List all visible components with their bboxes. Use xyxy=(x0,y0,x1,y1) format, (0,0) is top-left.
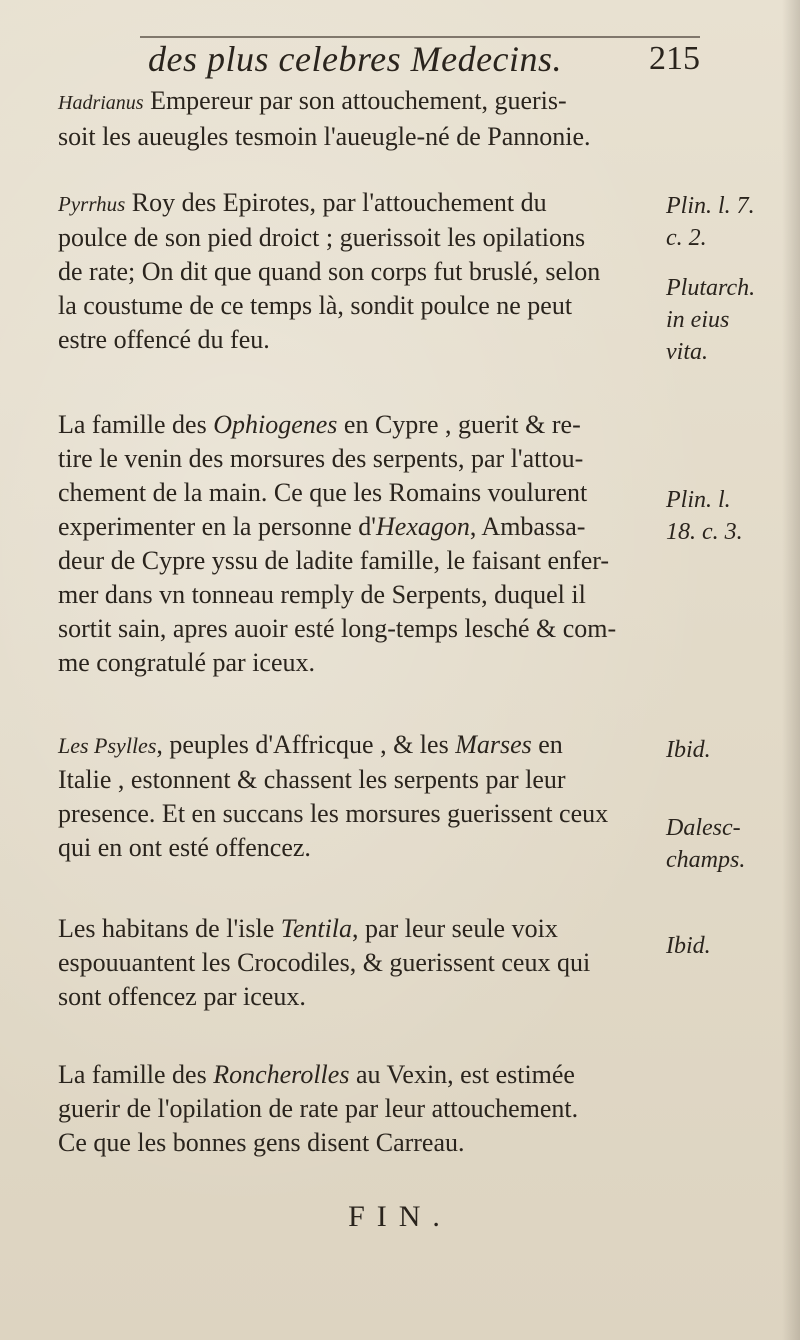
margin-note-line: 18. c. 3. xyxy=(666,519,743,545)
text-line xyxy=(58,646,668,680)
text-line xyxy=(58,442,668,476)
paragraph-roncherolles xyxy=(58,1058,668,1160)
italic-name: Roncherolles xyxy=(213,1060,350,1089)
text-line xyxy=(58,408,668,442)
line-text: la coustume de ce temps là, sondit poulce ne peut xyxy=(58,291,573,320)
line-text: sortit sain, apres auoir esté long-temps lesché & com- xyxy=(58,614,617,643)
text-line xyxy=(58,186,668,221)
text-line xyxy=(58,323,668,357)
line-text: en xyxy=(531,730,563,759)
paragraph-psylles xyxy=(58,728,668,865)
text-line xyxy=(58,476,668,510)
line-text: sont offencez par iceux. xyxy=(58,982,306,1011)
margin-note-ibid-2 xyxy=(666,930,794,962)
margin-note-line: Plin. l. 7. xyxy=(666,193,755,219)
line-text: La famille des xyxy=(58,410,214,439)
text-line xyxy=(58,1058,668,1092)
paragraph-pyrrhus xyxy=(58,186,668,357)
text-line xyxy=(58,1092,668,1126)
italic-name: Hadrianus xyxy=(58,92,144,114)
text-line xyxy=(58,120,668,154)
italic-name: Pyrrhus xyxy=(58,192,126,216)
line-text: de rate; On dit que quand son corps fut bruslé, selon xyxy=(58,257,601,286)
paragraph-ophiogenes xyxy=(58,408,668,680)
margin-note-line: vita. xyxy=(666,339,708,365)
margin-note-plutarch xyxy=(666,272,794,368)
line-text: La famille des xyxy=(58,1060,214,1089)
line-text: chement de la main. Ce que les Romains voulurent xyxy=(58,478,588,507)
text-line xyxy=(58,289,668,323)
text-line xyxy=(58,980,668,1014)
line-text: Italie , estonnent & chassent les serpents par leur xyxy=(58,765,566,794)
line-text: au Vexin, est estimée xyxy=(349,1060,575,1089)
text-line xyxy=(58,912,668,946)
line-text: soit les aueugles tesmoin l'aueugle-né de Pannonie. xyxy=(58,122,591,151)
margin-note-line: in eius xyxy=(666,307,730,333)
line-text: experimenter en la personne d' xyxy=(58,512,376,541)
italic-name: Les Psylles xyxy=(58,733,157,758)
text-line xyxy=(58,255,668,289)
line-text: mer dans vn tonneau remply de Serpents, duquel il xyxy=(58,580,586,609)
text-line xyxy=(58,831,668,865)
paragraph-hadrianus xyxy=(58,84,668,154)
line-text: Empereur par son attouchement, gueris- xyxy=(143,86,567,115)
margin-note-dalechamps xyxy=(666,812,794,876)
line-text: , peuples d'Affricque , & les xyxy=(156,730,456,759)
italic-name: Hexagon xyxy=(376,512,470,541)
text-line xyxy=(58,578,668,612)
line-text: deur de Cypre yssu de ladite famille, le faisant enfer- xyxy=(58,546,610,575)
italic-name: Ophiogenes xyxy=(213,410,338,439)
margin-note-line: Ibid. xyxy=(666,737,711,763)
line-text: Roy des Epirotes, par l'attouchement du xyxy=(125,188,547,217)
margin-note-ibid-1 xyxy=(666,734,794,766)
text-line xyxy=(58,84,668,120)
line-text: guerir de l'opilation de rate par leur attouchement. xyxy=(58,1094,579,1123)
margin-note-line: Dalesc- xyxy=(666,815,741,841)
line-text: estre offencé du feu. xyxy=(58,325,270,354)
line-text: qui en ont esté offencez. xyxy=(58,833,311,862)
line-text: , Ambassa- xyxy=(469,512,586,541)
text-line xyxy=(58,763,668,797)
text-line xyxy=(58,510,668,544)
text-line xyxy=(58,612,668,646)
line-text: en Cypre , guerit & re- xyxy=(337,410,581,439)
line-text: me congratulé par iceux. xyxy=(58,648,315,677)
line-text: poulce de son pied droict ; guerissoit les opilations xyxy=(58,223,586,252)
margin-note-plin-18 xyxy=(666,484,794,548)
text-line xyxy=(58,221,668,255)
margin-note-line: c. 2. xyxy=(666,225,707,251)
page-number: 215 xyxy=(649,40,700,77)
line-text: espouuantent les Crocodiles, & guerissent ceux qui xyxy=(58,948,591,977)
italic-name: Tentila xyxy=(280,914,353,943)
page-header xyxy=(140,36,700,86)
paragraph-tentila xyxy=(58,912,668,1014)
margin-note-line: Plutarch. xyxy=(666,275,756,301)
line-text: tire le venin des morsures des serpents, par l'attou- xyxy=(58,444,584,473)
margin-note-plin-7 xyxy=(666,190,794,254)
italic-name: Marses xyxy=(455,730,532,759)
fin-text: FIN. xyxy=(348,1200,452,1233)
margin-note-line: Plin. l. xyxy=(666,487,731,513)
line-text: presence. Et en succans les morsures guerissent ceux xyxy=(58,799,609,828)
text-line xyxy=(58,797,668,831)
text-line xyxy=(58,728,668,763)
text-line xyxy=(58,1126,668,1160)
line-text: , par leur seule voix xyxy=(352,914,558,943)
running-head: des plus celebres Medecins. xyxy=(148,39,563,79)
line-text: Les habitans de l'isle xyxy=(58,914,281,943)
margin-note-line: champs. xyxy=(666,847,746,873)
margin-note-line: Ibid. xyxy=(666,933,711,959)
line-text: Ce que les bonnes gens disent Carreau. xyxy=(58,1128,465,1157)
text-line xyxy=(58,946,668,980)
text-line xyxy=(58,544,668,578)
